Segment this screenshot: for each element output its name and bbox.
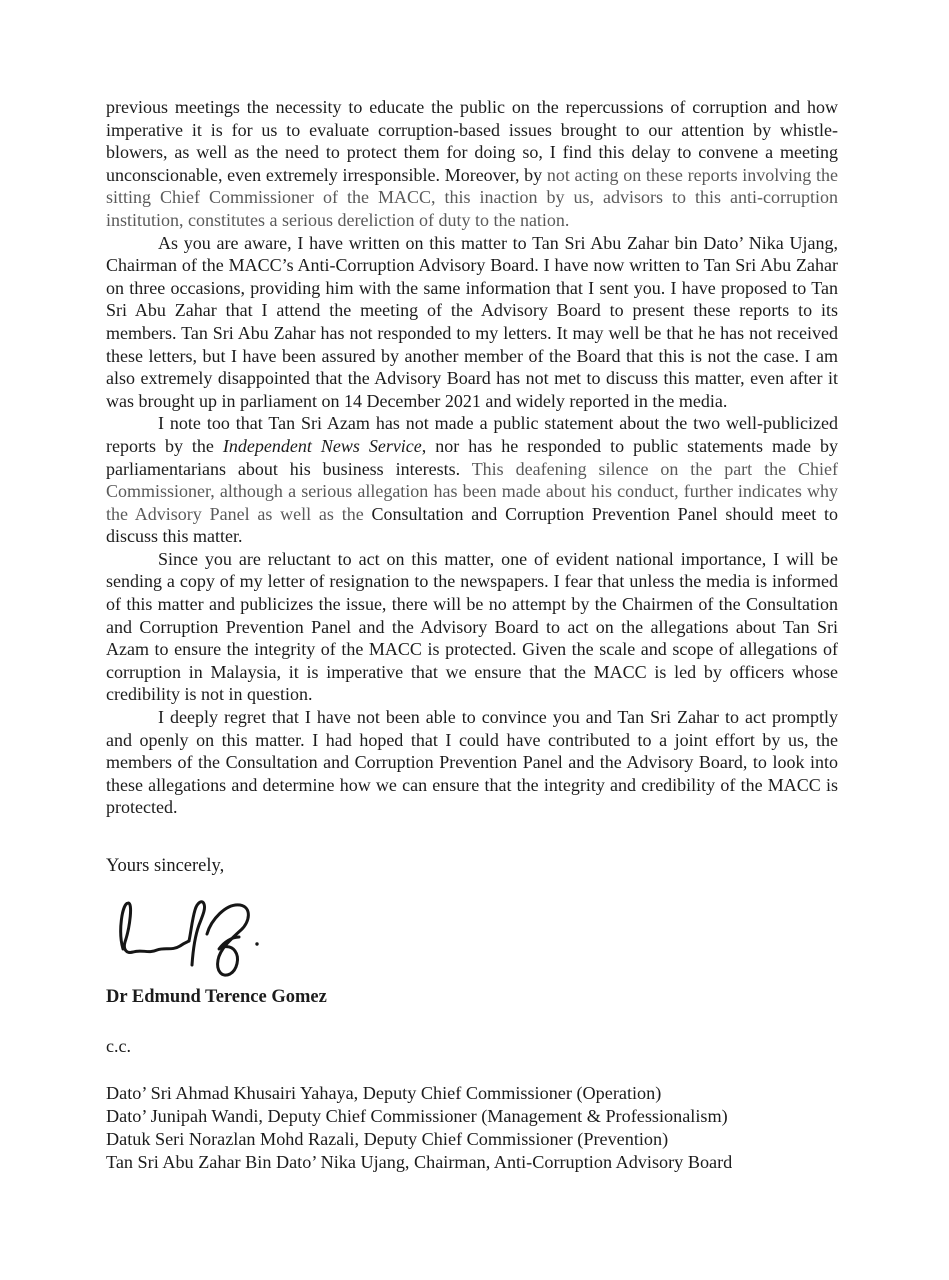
cc-label: c.c. [106,1036,131,1056]
letter-paragraphs [106,96,838,819]
paragraph-segment: previous meetings the necessity to educate the public on the repercussions of corruption and how imperative it is for us to evaluate corruption-based issues brought to our attention by whistle-blowers, as well as the need to protect them for doing so, I find this delay to convene a meeting unconscionable, even extremely irresponsible. Moreover, by [106,97,838,185]
paragraph-segment: Since you are reluctant to act on this matter, one of evident national importance, I will be sending a copy of my letter of resignation to the newspapers. I fear that unless the media is informed of this matter and publicizes the issue, there will be no attempt by the Chairmen of the Consultation and Corruption Prevention Panel and the Advisory Board to act on the allegations about Tan Sri Azam to ensure the integrity of the MACC is protected. Given the scale and scope of allegations of corruption in Malaysia, it is imperative that we ensure that the MACC is led by officers whose credibility is not in question. [106,548,838,705]
letter-paragraph [106,412,838,548]
signer-name: Dr Edmund Terence Gomez [106,987,327,1007]
cc-recipient: Tan Sri Abu Zahar Bin Dato’ Nika Ujang, Chairman, Anti-Corruption Advisory Board [106,1151,733,1172]
paragraph-segment: I deeply regret that I have not been able to convince you and Tan Sri Zahar to act promptly and openly on this matter. I had hoped that I could have contributed to a joint effort by us, the members of the Consultation and Corruption Prevention Panel and the Advisory Board, to look into these allegations and determine how we can ensure that the integrity and credibility of the MACC is protected. [106,707,838,818]
letter-page [106,96,838,1174]
paragraph-segment: not acting on these reports involving the sitting Chief Commissioner of the MACC, this inaction by us, advisors to this anti-corruption institution, constitutes a serious dereliction of duty to the nation. [106,164,838,230]
letter-paragraph [106,232,838,413]
cc-recipient: Datuk Seri Norazlan Mohd Razali, Deputy Chief Commissioner (Prevention) [106,1128,669,1149]
cc-list [106,1082,838,1174]
letter-paragraph [106,96,838,232]
signature-image [114,892,309,982]
cc-recipient: Dato’ Sri Ahmad Khusairi Yahaya, Deputy Chief Commissioner (Operation) [106,1083,662,1103]
paragraph-segment: This deafening silence on the part the Chief Commissioner, although a serious allegation has been made about his conduct, further indicates why the Advisory Panel as well as the [106,458,838,524]
paragraph-segment: Consultation and Corruption Prevention Panel should meet to discuss this matter. [106,503,838,547]
letter-paragraph [106,706,838,819]
paragraph-segment: Independent News Service [222,435,422,456]
paragraph-segment: , nor has he responded to public statements made by parliamentarians about his business interests. [106,435,838,479]
closing-salutation: Yours sincerely, [106,856,225,876]
paragraph-segment: As you are aware, I have written on this matter to Tan Sri Abu Zahar bin Dato’ Nika Ujang, Chairman of the MACC’s Anti-Corruption Advisory Board. I have now written to Tan Sri Abu Zahar on three occasions, providing him with the same information that I sent you. I have proposed to Tan Sri Abu Zahar that I attend the meeting of the Advisory Board to present these reports to its members. Tan Sri Abu Zahar has not responded to my letters. It may well be that he has not received these letters, but I have been assured by another member of the Board that this is not the case. I am also extremely disappointed that the Advisory Board has not met to discuss this matter, even after it was brought up in parliament on 14 December 2021 and widely reported in the media. [106,232,838,411]
letter-paragraph [106,548,838,706]
signature-strokes [114,892,309,982]
cc-recipient: Dato’ Junipah Wandi, Deputy Chief Commissioner (Management & Professionalism) [106,1105,728,1126]
paragraph-segment: I note too that Tan Sri Azam has not made a public statement about the two well-publicized reports by the [106,413,838,456]
